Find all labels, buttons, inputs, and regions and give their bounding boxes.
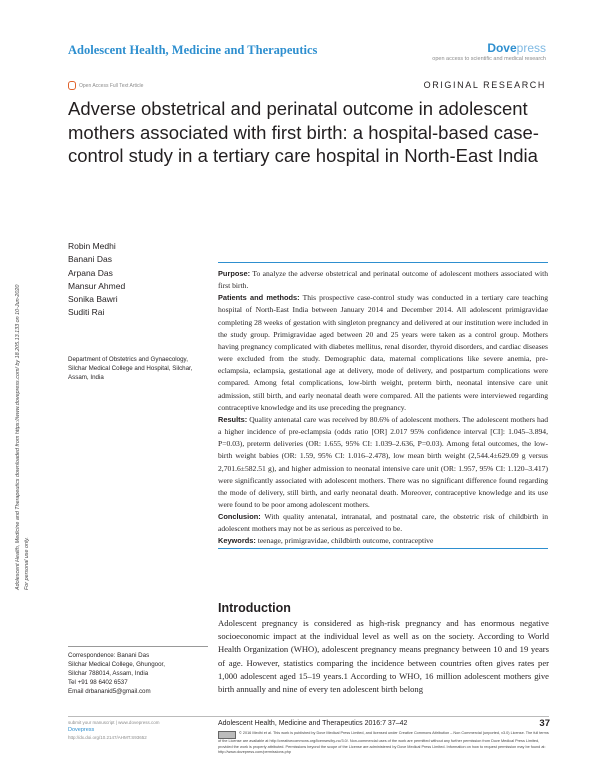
open-access-text: Open Access Full Text Article — [79, 82, 144, 89]
article-type: ORIGINAL RESEARCH — [423, 80, 546, 90]
abstract-conclusion: Conclusion: With quality antenatal, intranatal, and postnatal care, the obstetric risk of childbirth in adolescent mothers may not be as serious as perceived to be. — [218, 512, 548, 534]
corr-line: Silchar Medical College, Ghungoor, — [68, 661, 165, 668]
publisher-tagline — [432, 55, 546, 63]
author: Mansur Ahmed — [68, 280, 126, 291]
corr-line: Tel +91 98 6402 6537 — [68, 679, 128, 686]
brand-light: press — [516, 41, 546, 55]
author-list — [68, 240, 125, 320]
correspondence-divider — [68, 646, 208, 647]
author: Arpana Das — [68, 267, 113, 278]
page-number: 37 — [539, 718, 550, 729]
cc-license-icon — [218, 731, 236, 739]
footer-divider — [68, 716, 549, 717]
corr-email: Email drbananid5@gmail.com — [68, 688, 151, 695]
section-heading: Introduction — [218, 601, 291, 615]
abstract-purpose: Purpose: To analyze the adverse obstetrical and perinatal outcome of adolescent mothers associated with first birth. — [218, 269, 549, 291]
brand-bold: Dove — [487, 41, 517, 55]
journal-name: Adolescent Health, Medicine and Therapeutics — [68, 43, 318, 57]
footer-left — [68, 719, 208, 742]
author: Robin Medhi — [68, 241, 116, 251]
watermark-line-2: For personal use only. — [24, 537, 30, 590]
watermark-line-1: Adolescent Health, Medicine and Therapeutics downloaded from https://www.dovepress.com/ by 18.205.13.133 on 10-Jun-2020 — [15, 284, 21, 590]
doi-link[interactable]: http://dx.doi.org/10.2147/AHMT.S93652 — [68, 735, 147, 740]
corr-line: Correspondence: Banani Das — [68, 652, 150, 659]
abstract-keywords: Keywords: teenage, primigravidae, childbirth outcome, contraceptive — [218, 536, 434, 546]
open-access-icon — [68, 81, 76, 90]
article-title: Adverse obstetrical and perinatal outcome in adolescent mothers associated with first birth: a hospital-based case-control study in a tertiary care hospital in North-East India — [68, 98, 539, 166]
abstract-results: Results: Quality antenatal care was received by 80.6% of adolescent mothers. The adolescent mothers had a higher incidence of pre-eclampsia (odds ratio [OR] 2.017 95% confidence interval [CI]: 1.045–3.894, P=0.03), preterm deliveries (OR: 1.655, 95% CI: 1.039–2.636, P=0.03). Among fetal outcomes, the low- birth weight babies (OR: 1.59, 95% CI: 1.016–2.478), low mean birth weight (2,544.4±629.09 g versus 2,701.6±582.51 g), and higher admission to neonatal intensive care unit (OR: 1.957, 95% CI: 1.120–3.417) were significantly associated with adolescent mothers. There was no significant difference found regarding the mode of delivery, still birth, and early neonatal death. Moreover, contraceptive knowledge and its use were found to be poor among adolescent mothers. — [218, 414, 548, 509]
tagline-line: open access to scientific and medical research — [432, 56, 546, 62]
author: Banani Das — [68, 254, 112, 265]
author: Sonika Bawri — [68, 294, 118, 305]
abstract-methods: Patients and methods: This prospective case-control study was conducted in a tertiary care teaching hospital of North-East India between January 2014 and December 2014. All adolescent primigravidae completing 28 weeks of gestation with singleton pregnancy and delivered at our institution were included in the study group. Primigravidae aged between 20 and 25 years were taken as a control group. Mothers having pregnancy complicated with diabetes mellitus, renal disorder, thyroid disorders, and cardiac diseases were excluded from the study. Demographic data, maternal complications like severe anemia, pre-eclampsia, eclampsia, gestational age at delivery, mode of delivery, and postpartum complications were compared. Among fetal complications, low-birth weight, preterm birth, neonatal intensive care unit admission, still birth, and early neonatal death were compared. All the patients were interviewed regarding contraceptive knowledge and its use preceding the pregnancy. — [218, 293, 548, 412]
submit-link[interactable]: submit your manuscript | www.dovepress.com — [68, 720, 160, 725]
introduction-text: Adolescent pregnancy is considered as high-risk pregnancy and has enormous negative socioeconomic impact at the individual level as well as on the society. According to World Health Organization (WHO), adolescent pregnancy means pregnancy between 10 and 19 years of age. However, statistics comparing the incidence between countries often gives rates per 1,000 adolescent aged 15–19 years.1 According to WHO, 16 million adolescent mothers give birth annually and nine of every ten adolescent birth belong — [218, 618, 549, 695]
correspondence — [68, 651, 208, 696]
journal-reference: Adolescent Health, Medicine and Therapeutics 2016:7 37–42 — [218, 720, 408, 727]
publisher-logo — [487, 41, 546, 55]
corr-line: Silchar 788014, Assam, India — [68, 670, 149, 677]
footer-dovepress: Dovepress — [68, 726, 95, 733]
abstract — [218, 262, 548, 549]
license-text: © 2016 Medhi et al. This work is published by Dove Medical Press Limited, and licensed under Creative Commons Attribution – Non Commercial (unported, v3.0) License. The full terms of the License are available at http://creativecommons.org/licenses/by-nc/3.0/. Non-commercial uses of the work are permitted without any further permission from Dove Medical Press Limited, provided the work is properly attributed. Permissions beyond the scope of the License are administered by Dove Medical Press Limited. Information on how to request permission may be found at: http://www.dovepress.com/permissions.php — [218, 731, 549, 755]
affiliation: Department of Obstetrics and Gynaecology, Silchar Medical College and Hospital, Silchar, Assam, India — [68, 356, 193, 381]
open-access-label — [68, 81, 143, 90]
download-watermark — [14, 120, 74, 590]
author: Suditi Rai — [68, 307, 105, 318]
